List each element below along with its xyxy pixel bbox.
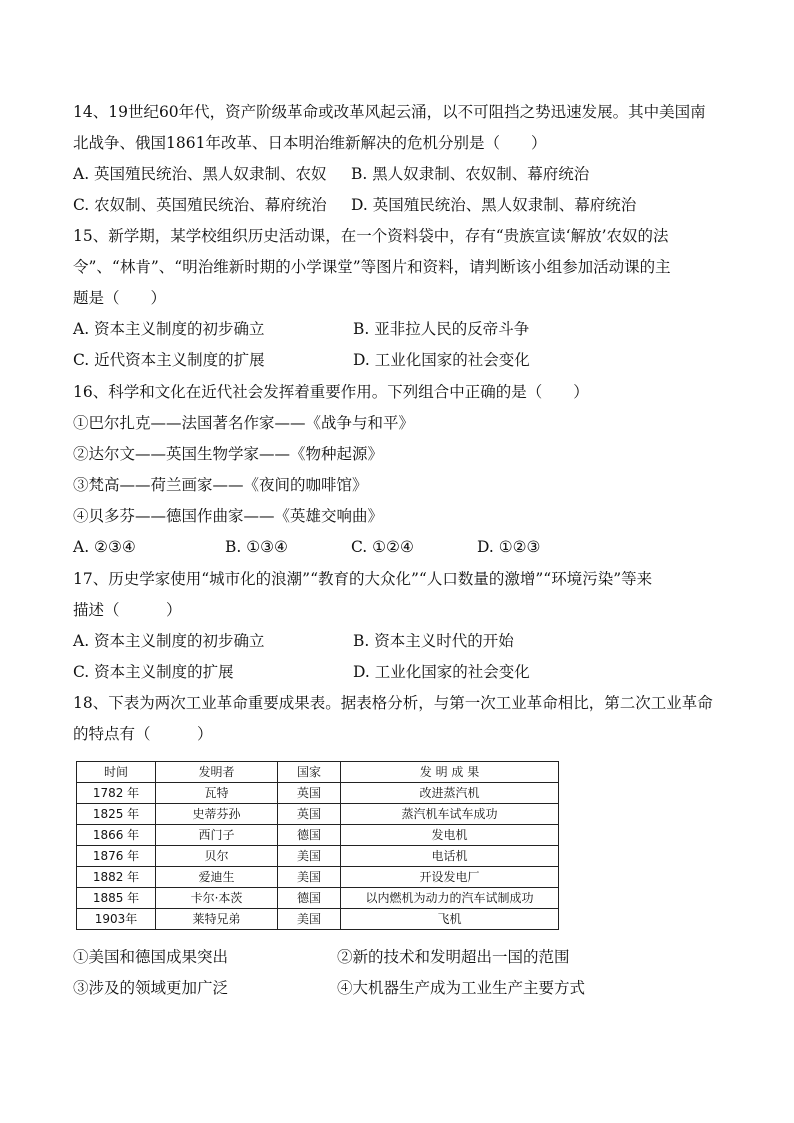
statement-item: ④大机器生产成为工业生产主要方式 (337, 979, 586, 997)
table-cell: 美国 (278, 909, 341, 930)
question-stem: 17、历史学家使用“城市化的浪潮”“教育的大众化”“人口数量的激增”“环境污染”等来 (73, 570, 653, 588)
statement-item: ④贝多芬——德国作曲家——《英雄交响曲》 (73, 507, 384, 525)
statement-item: ③梵高——荷兰画家——《夜间的咖啡馆》 (73, 476, 368, 494)
statement-item: ③涉及的领域更加广泛 (73, 979, 229, 997)
question-16 (73, 377, 733, 563)
table-row (77, 804, 559, 825)
table-cell: 英国 (278, 804, 341, 825)
table-cell: 英国 (278, 783, 341, 804)
option-d[interactable]: D. ①②③ (477, 538, 541, 556)
table-cell: 美国 (278, 867, 341, 888)
achievements-table (76, 761, 559, 930)
table-cell: 德国 (278, 888, 341, 909)
option-b[interactable]: B. 资本主义时代的开始 (353, 632, 514, 650)
table-header-cell: 发 明 成 果 (341, 762, 559, 783)
table-cell: 史蒂芬孙 (156, 804, 278, 825)
question-15 (73, 221, 733, 376)
option-b[interactable]: B. ①③④ (225, 538, 288, 556)
table-cell: 电话机 (341, 846, 559, 867)
option-d[interactable]: D. 工业化国家的社会变化 (353, 351, 530, 369)
question-stem: 15、新学期，某学校组织历史活动课，在一个资料袋中，存有“贵族宣读‘解放’农奴的法 (73, 227, 669, 245)
table-cell: 卡尔·本茨 (156, 888, 278, 909)
table-row (77, 783, 559, 804)
option-c[interactable]: C. ①②④ (351, 538, 414, 556)
table-cell: 1882 年 (77, 867, 156, 888)
statement-item: ①巴尔扎克——法国著名作家——《战争与和平》 (73, 414, 415, 432)
table-cell: 1782 年 (77, 783, 156, 804)
table-header-cell: 国家 (278, 762, 341, 783)
option-b[interactable]: B. 黑人奴隶制、农奴制、幕府统治 (351, 165, 590, 183)
table-header-cell: 时间 (77, 762, 156, 783)
question-stem: 18、下表为两次工业革命重要成果表。据表格分析，与第一次工业革命相比，第二次工业革命 (73, 694, 713, 712)
option-d[interactable]: D. 工业化国家的社会变化 (353, 663, 530, 681)
question-stem: 16、科学和文化在近代社会发挥着重要作用。下列组合中正确的是（ ） (73, 383, 589, 401)
option-c[interactable]: C. 近代资本主义制度的扩展 (73, 351, 265, 369)
table-row (77, 846, 559, 867)
table-header-cell: 发明者 (156, 762, 278, 783)
option-c[interactable]: C. 资本主义制度的扩展 (73, 663, 234, 681)
table-cell: 爱迪生 (156, 867, 278, 888)
table-row (77, 825, 559, 846)
question-17 (73, 564, 733, 688)
statement-item: ②达尔文——英国生物学家——《物种起源》 (73, 445, 384, 463)
table-cell: 1876 年 (77, 846, 156, 867)
table-cell: 蒸汽机车试车成功 (341, 804, 559, 825)
table-row (77, 909, 559, 930)
table-cell: 贝尔 (156, 846, 278, 867)
option-d[interactable]: D. 英国殖民统治、黑人奴隶制、幕府统治 (351, 196, 637, 214)
question-14 (73, 97, 733, 221)
table-cell: 西门子 (156, 825, 278, 846)
statement-item: ①美国和德国成果突出 (73, 948, 229, 966)
table-cell: 德国 (278, 825, 341, 846)
option-b[interactable]: B. 亚非拉人民的反帝斗争 (353, 320, 530, 338)
option-a[interactable]: A. 资本主义制度的初步确立 (73, 320, 265, 338)
table-cell: 1825 年 (77, 804, 156, 825)
statement-item: ②新的技术和发明超出一国的范围 (337, 948, 570, 966)
question-stem: 题是（ ） (73, 289, 167, 307)
question-18-statements (73, 942, 733, 1004)
option-a[interactable]: A. ②③④ (73, 538, 136, 556)
question-stem: 令”、“林肯”、“明治维新时期的小学课堂”等图片和资料，请判断该小组参加活动课的主 (73, 258, 671, 276)
question-stem: 北战争、俄国1861年改革、日本明治维新解决的危机分别是（ ） (73, 134, 547, 152)
question-stem: 的特点有（ ） (73, 725, 213, 743)
table-cell: 飞机 (341, 909, 559, 930)
table-cell: 改进蒸汽机 (341, 783, 559, 804)
table-cell: 莱特兄弟 (156, 909, 278, 930)
table-cell: 美国 (278, 846, 341, 867)
table-cell: 发电机 (341, 825, 559, 846)
table-cell: 以内燃机为动力的汽车试制成功 (341, 888, 559, 909)
table-cell: 瓦特 (156, 783, 278, 804)
question-stem: 14、19世纪60年代，资产阶级革命或改革风起云涌，以不可阻挡之势迅速发展。其中美国南 (73, 103, 706, 121)
question-18 (73, 688, 733, 750)
table-cell: 开设发电厂 (341, 867, 559, 888)
table-row (77, 867, 559, 888)
table-row (77, 888, 559, 909)
table-cell: 1866 年 (77, 825, 156, 846)
option-c[interactable]: C. 农奴制、英国殖民统治、幕府统治 (73, 196, 327, 214)
table-cell: 1885 年 (77, 888, 156, 909)
option-a[interactable]: A. 资本主义制度的初步确立 (73, 632, 265, 650)
table-cell: 1903年 (77, 909, 156, 930)
question-stem: 描述（ ） (73, 601, 182, 619)
table-header-row (77, 762, 559, 783)
option-a[interactable]: A. 英国殖民统治、黑人奴隶制、农奴 (73, 165, 327, 183)
